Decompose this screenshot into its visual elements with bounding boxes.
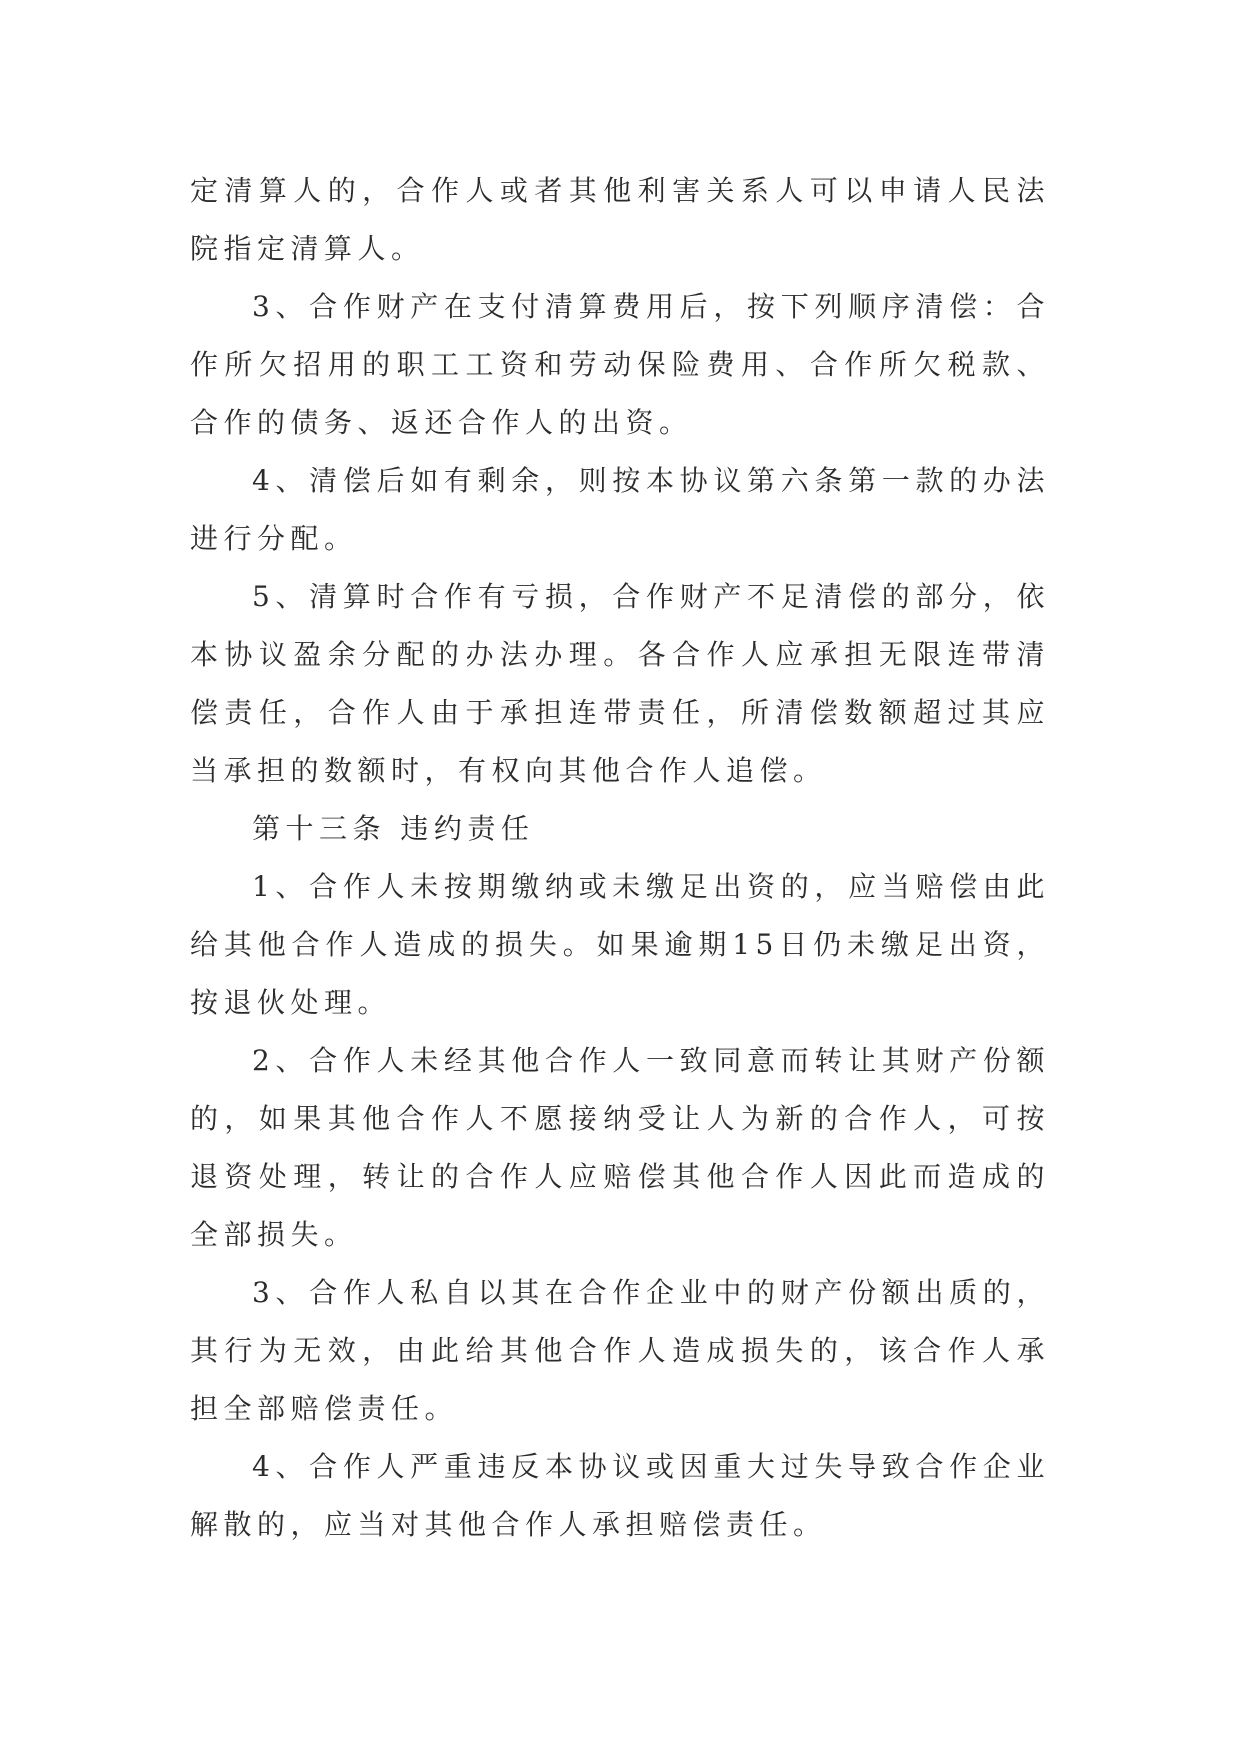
paragraph-clause-4: 4、清偿后如有剩余，则按本协议第六条第一款的办法进行分配。 <box>190 464 1050 555</box>
document-body <box>190 162 1050 1554</box>
paragraph-liability-4: 4、合作人严重违反本协议或因重大过失导致合作企业解散的，应当对其他合作人承担赔偿责任。 <box>190 1450 1050 1541</box>
paragraph-clause-5: 5、清算时合作有亏损，合作财产不足清偿的部分，依本协议盈余分配的办法办理。各合作人应承担无限连带清偿责任，合作人由于承担连带责任，所清偿数额超过其应当承担的数额时，有权向其他合作人追偿。 <box>190 580 1050 787</box>
paragraph-liability-1: 1、合作人未按期缴纳或未缴足出资的，应当赔偿由此给其他合作人造成的损失。如果逾期15日仍未缴足出资，按退伙处理。 <box>190 870 1050 1019</box>
section-heading-article-13: 第十三条 违约责任 <box>252 812 535 845</box>
paragraph-continuation: 定清算人的，合作人或者其他利害关系人可以申请人民法院指定清算人。 <box>190 174 1050 265</box>
paragraph-liability-3: 3、合作人私自以其在合作企业中的财产份额出质的，其行为无效，由此给其他合作人造成损失的，该合作人承担全部赔偿责任。 <box>190 1276 1050 1425</box>
paragraph-clause-3: 3、合作财产在支付清算费用后，按下列顺序清偿：合作所欠招用的职工工资和劳动保险费用、合作所欠税款、合作的债务、返还合作人的出资。 <box>190 290 1050 439</box>
paragraph-liability-2: 2、合作人未经其他合作人一致同意而转让其财产份额的，如果其他合作人不愿接纳受让人为新的合作人，可按退资处理，转让的合作人应赔偿其他合作人因此而造成的全部损失。 <box>190 1044 1050 1251</box>
